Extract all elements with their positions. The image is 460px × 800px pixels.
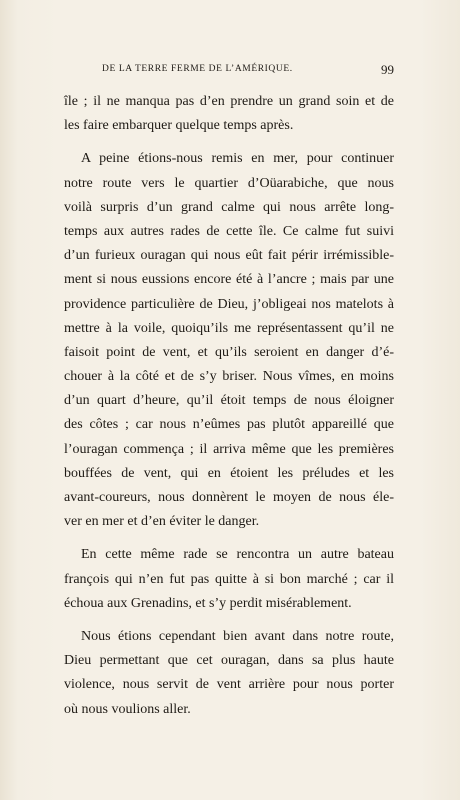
text-line: Dieu permettant que cet ouragan, dans sa plus haute [64,653,394,669]
paragraph [64,543,394,616]
text-line: faisoit point de vent, et qu’ils seroient en danger d’é- [64,344,394,360]
text-line: notre route vers le quartier d’Oüarabiche, que nous [64,175,394,191]
text-line: A peine étions-nous remis en mer, pour continuer [81,151,394,167]
text-line: chouer à la côté et de s’y briser. Nous vîmes, en moins [64,369,394,385]
running-head: DE LA TERRE FERME DE L’AMÉRIQUE. [102,64,293,74]
text-line: avant-coureurs, nous donnèrent le moyen de nous éle- [64,490,394,505]
text-line: ment si nous eussions encore été à l’ancre ; mais par une [64,272,394,288]
text-line: échoua aux Grenadins, et s’y perdit misérablement. [64,595,352,611]
text-line: temps aux autres rades de cette île. Ce calme fut suivi [64,223,394,239]
text-line: d’un furieux ouragan qui nous eût fait périr irrémissible- [64,248,394,264]
text-line: françois qui n’en fut pas quitte à si bon marché ; car il [64,571,394,587]
body-text [64,90,394,722]
paragraph [64,625,394,722]
text-line: mettre à la voile, quoiqu’ils me représentassent qu’il ne [64,320,394,336]
text-line: l’ouragan commença ; il arriva même que les premières [64,441,394,457]
text-line: violence, nous servit de vent arrière pour nous porter [64,677,394,693]
paragraph [64,90,394,138]
paragraph [64,147,394,534]
text-line: voilà surpris d’un grand calme qui nous arrête long- [64,199,394,215]
text-line: les faire embarquer quelque temps après. [64,118,294,134]
text-line: bouffées de vent, qui en étoient les préludes et les [64,465,394,481]
text-line: île ; il ne manqua pas d’en prendre un grand soin et de [64,94,394,109]
page-header [64,64,394,82]
text-line: des côtes ; car nous n’eûmes pas plutôt appareillé que [64,417,394,433]
text-line: Nous étions cependant bien avant dans notre route, [81,628,394,644]
text-line: providence particulière de Dieu, j’obligeai nos matelots à [64,296,394,312]
page-number: 99 [381,62,394,77]
text-line: ver en mer et d’en éviter le danger. [64,514,260,530]
text-line: où nous voulions aller. [64,701,191,717]
text-line: d’un quart d’heure, qu’il étoit temps de nous éloigner [64,393,394,409]
text-line: En cette même rade se rencontra un autre bateau [81,547,394,563]
